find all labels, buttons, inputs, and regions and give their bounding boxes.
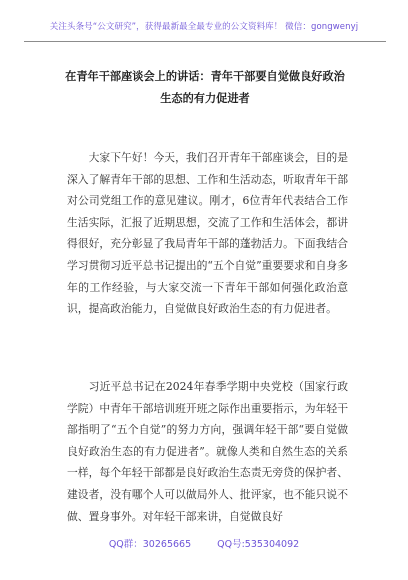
document-title-line-2: 生态的有力促进者 (160, 92, 250, 105)
footer-qq-group: QQ群：30265665 (108, 539, 192, 550)
footer-qq-number: QQ号:535304092 (217, 539, 300, 550)
header-promo-text: 关注头条号“公文研究”，获得最新最全最专业的公文资料库！ 微信：gongwenyj (49, 22, 359, 32)
document-title-line-1: 在青年干部座谈会上的讲话：青年干部要自觉做良好政治 (65, 70, 345, 83)
body-paragraph-1: 大家下午好！今天，我们召开青年干部座谈会，目的是深入了解青年干部的思想、工作和生活动态，听取青年干部对公司党组工作的意见建议。刚才，6位青年代表结合工作生活实际，汇报了近期思想，交流了工作和生活体会，都讲得很好，充分彰显了我局青年干部的蓬勃活力。下面我结合学习贯彻习近平总书记提出的“五个自觉”重要要求和自身多年的工作经验，与大家交流一下青年干部如何强化政治意识，提高政治能力，自觉做良好政治生态的有力促进者。 (67, 151, 348, 316)
header-divider (24, 41, 386, 42)
footer-contact (0, 536, 408, 550)
document-title (40, 66, 370, 110)
body-paragraph-2: 习近平总书记在2024年春季学期中央党校（国家行政学院）中青年干部培训班开班之际作出重要指示，为年轻干部指明了“五个自觉”的努力方向，强调年轻干部“要自觉做良好政治生态的有力促进者”。就像人类和自然生态的关系一样，每个年轻干部都是良好政治生态责无旁贷的保护者、建设者，没有哪个人可以做局外人、批评家，也不能只说不做、置身事外。对年轻干部来讲，自觉做良好 (67, 380, 348, 523)
